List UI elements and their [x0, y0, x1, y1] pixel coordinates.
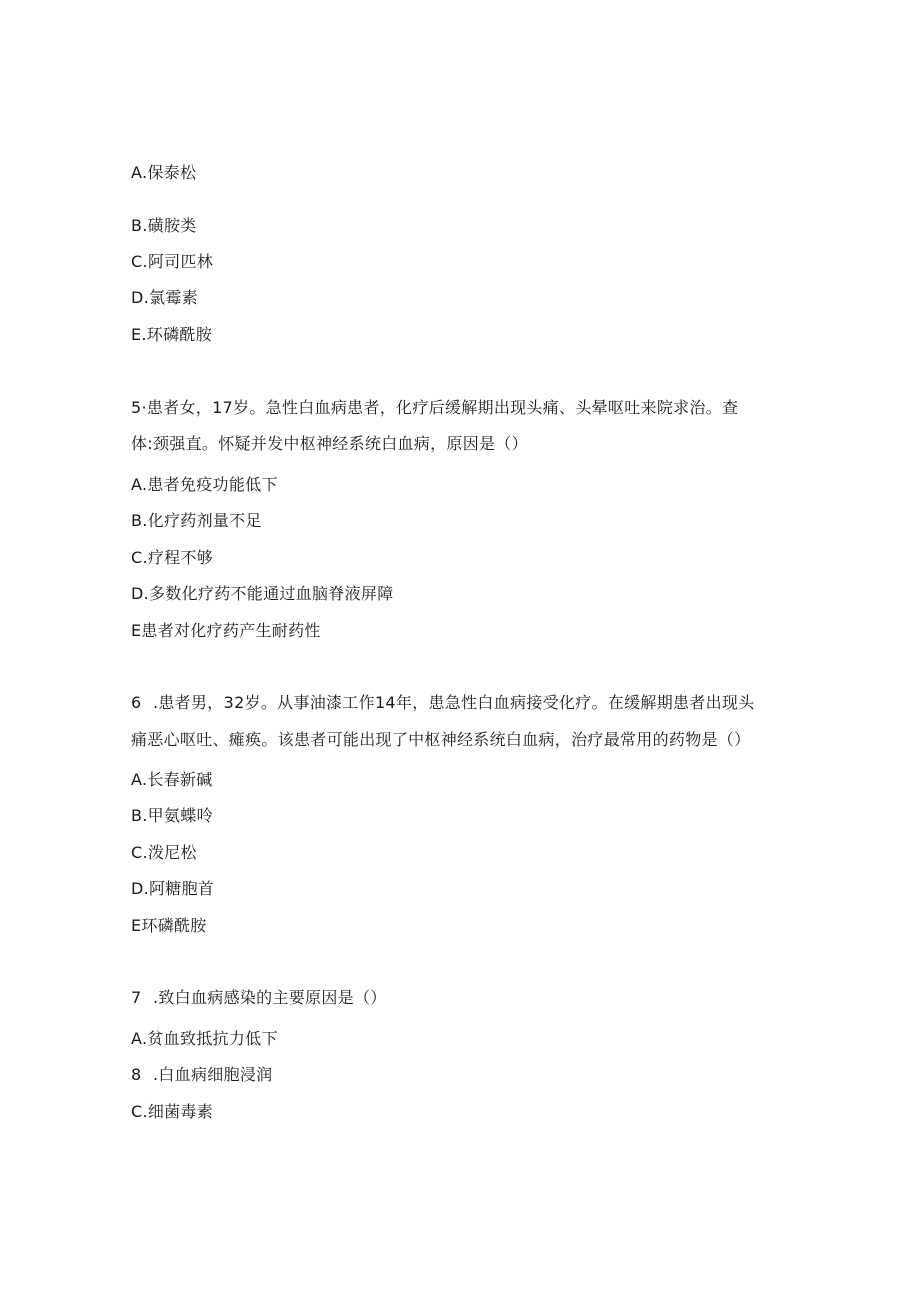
option-a: A.保泰松 — [131, 163, 197, 182]
option-e: E环磷酰胺 — [131, 916, 207, 935]
question-8 — [131, 1065, 273, 1085]
option-c: C.阿司匹林 — [131, 252, 214, 271]
question-text: .患者男，32岁。从事油漆工作14年，患急性白血病接受化疗。在缓解期患者出现头 — [153, 693, 755, 712]
option-a: A.长春新碱 — [131, 770, 213, 789]
option-b: B.磺胺类 — [131, 216, 197, 235]
option-c: C.疗程不够 — [131, 548, 214, 567]
option-c: C.泼尼松 — [131, 843, 197, 862]
option-b: B.甲氨蝶呤 — [131, 806, 213, 825]
option-d: D.氯霉素 — [131, 288, 198, 307]
option-d: D.阿糖胞首 — [131, 879, 215, 898]
question-5-line-2: 体:颈强直。怀疑并发中枢神经系统白血病，原因是（） — [131, 434, 528, 453]
question-number: 6 — [131, 693, 142, 712]
option-c: C.细菌毒素 — [131, 1102, 214, 1121]
question-7 — [131, 988, 387, 1008]
question-text: .致白血病感染的主要原因是（） — [153, 988, 387, 1007]
option-b: B.化疗药剂量不足 — [131, 511, 262, 530]
option-d: D.多数化疗药不能通过血脑脊液屏障 — [131, 584, 394, 603]
option-a: A.贫血致抵抗力低下 — [131, 1029, 278, 1048]
question-text: .白血病细胞浸润 — [153, 1065, 273, 1084]
question-number: 7 — [131, 988, 142, 1007]
question-5-line-1: 5·患者女，17岁。急性白血病患者，化疗后缓解期出现头痛、头晕呕吐来院求治。查 — [131, 398, 739, 417]
question-6-line-2: 痛恶心呕吐、瘫痪。该患者可能出现了中枢神经系统白血病，治疗最常用的药物是（） — [131, 730, 751, 749]
option-a: A.患者免疫功能低下 — [131, 475, 278, 494]
question-number: 8 — [131, 1065, 142, 1084]
question-6-line-1 — [131, 693, 755, 713]
option-e: E.环磷酰胺 — [131, 325, 212, 344]
option-e: E患者对化疗药产生耐药性 — [131, 621, 321, 640]
